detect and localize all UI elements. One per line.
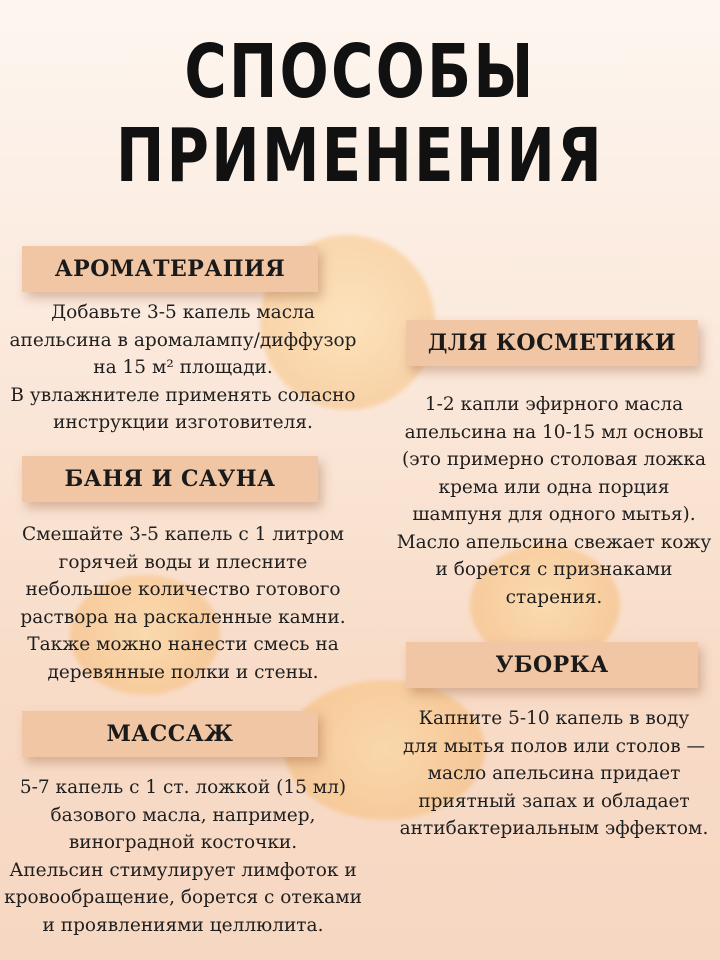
text-line: и борется с признаками	[435, 559, 673, 580]
page-title-line: СПОСОБЫ	[184, 29, 536, 115]
text-line: апельсина на 10-15 мл основы	[404, 421, 704, 443]
text-line: шампуня для одного мытья).	[412, 504, 696, 525]
text-line: Смешайте 3-5 капель с 1 литром	[22, 524, 344, 545]
text-line: (это примерно столовая ложка	[402, 449, 706, 470]
text-line: масло апельсина придает	[427, 763, 681, 784]
text-line: на 15 м² площади.	[93, 357, 273, 378]
text-line: раствора на раскаленные камни.	[20, 606, 346, 628]
section-text-cosmetics	[388, 391, 720, 611]
text-line: Масло апельсина свежает кожу	[396, 531, 712, 553]
text-line: приятный запах и обладает	[418, 790, 690, 812]
section-label-massage: МАССАЖ	[22, 711, 318, 757]
section-label-cleaning: УБОРКА	[406, 642, 698, 688]
text-line: деревянные полки и стены.	[47, 661, 319, 683]
section-text-cleaning	[388, 705, 720, 843]
text-line: Добавьте 3-5 капель масла	[51, 302, 315, 323]
text-line: инструкции изготовителя.	[53, 412, 313, 433]
text-line: апельсина в аромалампу/диффузор	[9, 329, 357, 351]
text-line: Апельсин стимулирует лимфоток и	[9, 859, 357, 881]
text-line: Также можно нанести смесь на	[27, 634, 339, 655]
text-line: антибактериальным эффектом.	[399, 818, 709, 839]
text-line: старения.	[505, 586, 603, 608]
section-label-sauna: БАНЯ И САУНА	[22, 456, 318, 502]
text-line: 1-2 капли эфирного масла	[424, 394, 684, 415]
section-text-aromatherapy	[0, 299, 366, 437]
text-line: для мытья полов или столов —	[402, 735, 706, 757]
section-text-massage	[0, 774, 366, 939]
section-text-sauna	[0, 521, 366, 686]
text-line: горячей воды и плесните	[58, 551, 308, 573]
text-line: базового масла, например,	[50, 804, 316, 826]
text-line: В увлажнителе применять соласно	[10, 384, 356, 406]
page-title-line: ПРИМЕНЕНИЯ	[116, 113, 604, 199]
section-label-cosmetics: ДЛЯ КОСМЕТИКИ	[406, 320, 698, 366]
text-line: виноградной косточки.	[68, 832, 298, 853]
text-line: и проявлениями целлюлита.	[42, 914, 324, 936]
page-title	[79, 30, 641, 198]
section-label-aromatherapy: АРОМАТЕРАПИЯ	[22, 246, 318, 292]
text-line: небольшое количество готового	[25, 579, 341, 600]
text-line: кровообращение, борется с отеками	[4, 887, 362, 908]
text-line: Капните 5-10 капель в воду	[418, 708, 690, 729]
text-line: крема или одна порция	[438, 476, 670, 498]
text-line: 5-7 капель с 1 ст. ложкой (15 мл)	[19, 777, 347, 798]
